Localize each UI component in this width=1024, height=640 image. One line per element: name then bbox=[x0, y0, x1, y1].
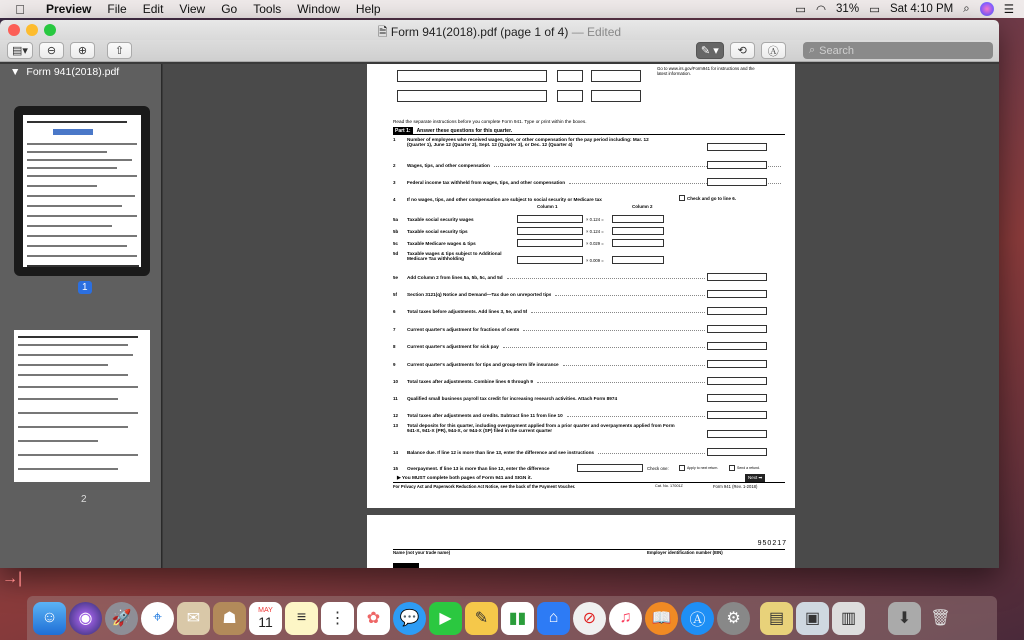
line-number: 5d bbox=[393, 251, 399, 256]
line-number: 3 bbox=[393, 180, 396, 185]
apply-next-checkbox[interactable] bbox=[679, 465, 685, 471]
page-1-label: 1 bbox=[78, 281, 92, 294]
part1-tag: Part 1: bbox=[395, 128, 411, 134]
battery-percent[interactable]: 31% bbox=[836, 3, 860, 15]
line-text: Current quarter's adjustment for sick pay bbox=[407, 344, 499, 349]
clock[interactable]: Sat 4:10 PM bbox=[889, 3, 954, 15]
notes-icon[interactable]: ≡ bbox=[285, 602, 318, 635]
books-icon[interactable]: 📖 bbox=[645, 602, 678, 635]
form-reference: Form 941 (Rev. 1-2018) bbox=[713, 484, 758, 489]
line-text: Section 3121(q) Notice and Demand—Tax due on unreported tips bbox=[407, 292, 552, 297]
menu-view[interactable]: View bbox=[179, 2, 206, 16]
line-text: Overpayment. If line 13 is more than line 12, enter the difference bbox=[407, 466, 550, 471]
music-icon[interactable]: ♫ bbox=[609, 602, 642, 635]
sidebar-document-header[interactable] bbox=[0, 64, 161, 80]
rotate-button[interactable]: ⟲ bbox=[730, 42, 755, 59]
stickies-icon[interactable]: ▤ bbox=[760, 602, 793, 635]
line-text: Taxable Medicare wages & tips bbox=[407, 241, 476, 246]
line-5c-col2[interactable] bbox=[612, 239, 664, 247]
line-number: 7 bbox=[393, 327, 396, 332]
line-text: Current quarter's adjustments for tips and group-term life insurance bbox=[407, 362, 559, 367]
line-5d-col2[interactable] bbox=[612, 256, 664, 264]
check-one-label: Check one: bbox=[647, 466, 669, 471]
line-text: Wages, tips, and other compensation bbox=[407, 163, 490, 168]
mult-5c: × 0.029 = bbox=[586, 241, 604, 246]
address-suite2-box[interactable] bbox=[591, 70, 641, 82]
line-number: 5b bbox=[393, 229, 399, 234]
menu-edit[interactable]: Edit bbox=[142, 2, 164, 16]
line-15-row bbox=[393, 464, 583, 473]
line-10-input[interactable] bbox=[707, 377, 767, 385]
line-5a-col1[interactable] bbox=[517, 215, 583, 223]
line-8-input[interactable] bbox=[707, 342, 767, 350]
line-text: Current quarter's adjustment for fractions of cents bbox=[407, 327, 520, 332]
line-number: 13 bbox=[393, 423, 399, 428]
markup-pen-button[interactable]: ✎ ▾ bbox=[696, 42, 724, 59]
line-5a-row bbox=[393, 215, 513, 224]
facetime-icon[interactable]: ▶ bbox=[429, 602, 462, 635]
line-number: 11 bbox=[393, 396, 398, 401]
search-field[interactable] bbox=[803, 42, 993, 59]
page-2-name-label: Name (not your trade name) bbox=[393, 550, 451, 555]
notification-center-icon[interactable]: ☰ bbox=[1003, 4, 1014, 16]
sidebar-document-name: Form 941(2018).pdf bbox=[26, 66, 120, 78]
line-number: 5a bbox=[393, 217, 399, 222]
line-5f-input[interactable] bbox=[707, 290, 767, 298]
downloads-stack-icon[interactable]: ⬇ bbox=[888, 602, 921, 635]
document-canvas[interactable] bbox=[163, 64, 999, 568]
keynote-icon[interactable]: ⌂ bbox=[537, 602, 570, 635]
address-zip-box[interactable] bbox=[591, 90, 641, 102]
line-text: If no wages, tips, and other compensation are subject to social security or Medicare tax bbox=[407, 197, 602, 202]
line-text: Total taxes after adjustments. Combine lines 6 through 9 bbox=[407, 379, 533, 384]
column-1-header: Column 1 bbox=[537, 204, 558, 209]
send-refund-label: Send a refund. bbox=[737, 466, 760, 470]
line-text: Number of employees who received wages, tips, or other compensation for the pay period including: Mar. 12 (Quarter 1), June 12 (Quarter 2), Sept. 12 (Quarter 3), or Dec. 12 (Quarter 4) bbox=[407, 137, 649, 147]
menu-window[interactable]: Window bbox=[297, 2, 340, 16]
line-text: Balance due. If line 12 is more than line 13, enter the difference and see instructions bbox=[407, 450, 595, 455]
line-5e-input[interactable] bbox=[707, 273, 767, 281]
page-2-code: 950217 bbox=[757, 540, 787, 547]
read-instructions: Read the separate instructions before you complete Form 941. Type or print within the boxes. bbox=[393, 119, 587, 124]
line-number: 9 bbox=[393, 362, 396, 367]
dock-divider bbox=[753, 602, 757, 635]
app-store-icon[interactable]: Ⓐ bbox=[681, 602, 714, 635]
mail-stamp-icon[interactable]: ✉ bbox=[177, 602, 210, 635]
dock bbox=[27, 596, 997, 640]
numbers-icon[interactable]: ▮▮ bbox=[501, 602, 534, 635]
pages-icon[interactable]: ✎ bbox=[465, 602, 498, 635]
zoom-out-button[interactable]: ⊖ bbox=[39, 42, 64, 59]
line-number: 12 bbox=[393, 413, 399, 418]
page-2-label: 2 bbox=[81, 494, 87, 505]
page-2-black-box bbox=[393, 563, 419, 568]
messages-icon[interactable]: 💬 bbox=[393, 602, 426, 635]
privacy-notice: For Privacy Act and Paperwork Reduction Act Notice, see the back of the Payment Voucher. bbox=[393, 484, 576, 489]
mult-5b: × 0.124 = bbox=[586, 229, 604, 234]
line-text: Add Column 2 from lines 5a, 5b, 5c, and 5d bbox=[407, 275, 503, 280]
share-button[interactable]: ⇧ bbox=[107, 42, 132, 59]
line-3-input[interactable] bbox=[707, 178, 767, 186]
preview-app-icon[interactable]: ▣ bbox=[796, 602, 829, 635]
line-5c-col1[interactable] bbox=[517, 239, 583, 247]
check-go-label: Check and go to line 6. bbox=[687, 196, 737, 201]
line-1-input[interactable] bbox=[707, 143, 767, 151]
line-number: 14 bbox=[393, 450, 399, 455]
line-12-input[interactable] bbox=[707, 411, 767, 419]
markup-toolbar-button[interactable]: Ⓐ bbox=[761, 42, 786, 59]
next-page-button[interactable]: Next ➡ bbox=[745, 474, 765, 482]
zoom-in-button[interactable]: ⊕ bbox=[70, 42, 95, 59]
send-refund-checkbox[interactable] bbox=[729, 465, 735, 471]
cat-number: Cat. No. 17001Z bbox=[655, 484, 683, 488]
line-text: Federal income tax withheld from wages, tips, and other compensation bbox=[407, 180, 566, 185]
page-1-thumbnail[interactable] bbox=[14, 106, 150, 276]
menu-tools[interactable]: Tools bbox=[253, 2, 282, 16]
contacts-icon[interactable]: ☗ bbox=[213, 602, 246, 635]
line-7-input[interactable] bbox=[707, 325, 767, 333]
calendar-day: 11 bbox=[258, 613, 273, 630]
address-street-box[interactable] bbox=[397, 70, 547, 82]
address-city-box[interactable] bbox=[397, 90, 547, 102]
line-number: 10 bbox=[393, 379, 399, 384]
menu-file[interactable]: File bbox=[107, 2, 127, 16]
go-to-instructions: Go to www.irs.gov/Form941 for instructions and the latest information. bbox=[657, 66, 755, 76]
line-9-input[interactable] bbox=[707, 360, 767, 368]
collapse-sidebar-icon[interactable]: →| bbox=[2, 570, 23, 587]
form-page-1 bbox=[367, 64, 795, 508]
battery-icon[interactable]: ▭ bbox=[869, 4, 880, 16]
siri-icon[interactable] bbox=[980, 2, 994, 16]
form-page-2 bbox=[367, 515, 795, 568]
siri-app-icon[interactable]: ◉ bbox=[69, 602, 102, 635]
safari-icon[interactable]: ⌖ bbox=[141, 602, 174, 635]
finder-icon[interactable]: ☺ bbox=[33, 602, 66, 635]
search-icon: ⌕ bbox=[809, 44, 816, 56]
window-title bbox=[0, 23, 999, 44]
line-2-input[interactable] bbox=[707, 161, 767, 169]
line-number: 5e bbox=[393, 275, 399, 280]
line-text: Total taxes before adjustments. Add lines 3, 5e, and 5f bbox=[407, 309, 528, 314]
line-5b-col1[interactable] bbox=[517, 227, 583, 235]
system-preferences-icon[interactable]: ⚙ bbox=[717, 602, 750, 635]
line-text: Taxable social security tips bbox=[407, 229, 468, 234]
wifi-icon[interactable]: ◠ bbox=[815, 4, 827, 16]
line-5b-row bbox=[393, 227, 513, 236]
mult-5d: × 0.009 = bbox=[586, 258, 604, 263]
menu-preview[interactable]: Preview bbox=[46, 2, 92, 16]
must-complete-notice: ▶ You MUST complete both pages of Form 941 and SIGN it. bbox=[397, 476, 532, 481]
page-2-thumbnail[interactable] bbox=[14, 330, 150, 482]
line-text: Total taxes after adjustments and credits. Subtract line 11 from line 10 bbox=[407, 413, 563, 418]
launchpad-icon[interactable]: 🚀 bbox=[105, 602, 138, 635]
line-5b-col2[interactable] bbox=[612, 227, 664, 235]
menu-go[interactable]: Go bbox=[221, 2, 238, 16]
airplay-icon[interactable]: ▭ bbox=[795, 4, 806, 16]
apply-next-label: Apply to next return. bbox=[687, 466, 719, 470]
line-5d-col1[interactable] bbox=[517, 256, 583, 264]
menu-bar bbox=[0, 0, 1024, 18]
page-2-ein-label: Employer identification number (EIN) bbox=[647, 550, 723, 555]
line-number: 4 bbox=[393, 197, 396, 202]
trash-icon[interactable]: 🗑 bbox=[930, 610, 951, 627]
line-15-input[interactable] bbox=[577, 464, 643, 472]
menu-help[interactable]: Help bbox=[355, 2, 381, 16]
calendar-icon[interactable] bbox=[249, 602, 282, 635]
line-number: 5c bbox=[393, 241, 399, 246]
part1-title: Answer these questions for this quarter. bbox=[416, 128, 513, 134]
address-state-box[interactable] bbox=[557, 90, 583, 102]
line-11-input[interactable] bbox=[707, 394, 767, 402]
line-number: 5f bbox=[393, 292, 398, 297]
line-text: Taxable social security wages bbox=[407, 217, 474, 222]
mult-5a: × 0.124 = bbox=[586, 217, 604, 222]
search-placeholder: Search bbox=[819, 44, 855, 57]
thumbnail-sidebar bbox=[0, 64, 162, 568]
document-stack-icon[interactable]: ▥ bbox=[832, 602, 865, 635]
line-text: Qualified small business payroll tax credit for increasing research activities. Attach Form 8974 bbox=[407, 396, 618, 401]
column-2-header: Column 2 bbox=[632, 204, 653, 209]
line-number: 15 bbox=[393, 466, 399, 471]
title-bar bbox=[0, 20, 999, 40]
line-6-input[interactable] bbox=[707, 307, 767, 315]
window-title-text: Form 941(2018).pdf (page 1 of 4) bbox=[390, 25, 569, 39]
document-icon: 🗎 bbox=[377, 25, 388, 39]
line-text: Total deposits for this quarter, including overpayment applied from a prior quarter and overpayments applied from Form 941-X, 941-X (PR), 944-X, or 944-X (SP) filed in the current quarter bbox=[407, 423, 675, 433]
apple-menu-icon[interactable] bbox=[12, 2, 28, 17]
line-number: 8 bbox=[393, 344, 396, 349]
news-blocked-icon[interactable]: ⊘ bbox=[573, 602, 606, 635]
line-number: 2 bbox=[393, 163, 396, 168]
sidebar-view-button[interactable]: ▤▾ bbox=[7, 42, 33, 59]
line-5c-row bbox=[393, 239, 513, 248]
preview-window bbox=[0, 20, 999, 568]
line-13-input[interactable] bbox=[707, 430, 767, 438]
line-4-checkbox[interactable] bbox=[679, 195, 685, 201]
line-5a-col2[interactable] bbox=[612, 215, 664, 223]
calendar-month: MAY bbox=[258, 606, 273, 614]
line-number: 1 bbox=[393, 137, 396, 142]
photos-icon[interactable]: ✿ bbox=[357, 602, 390, 635]
line-14-input[interactable] bbox=[707, 448, 767, 456]
address-suite-box[interactable] bbox=[557, 70, 583, 82]
line-5d-row bbox=[393, 251, 517, 265]
spotlight-icon[interactable]: ⌕ bbox=[963, 2, 970, 15]
reminders-icon[interactable]: ⋮ bbox=[321, 602, 354, 635]
edited-label: — Edited bbox=[571, 25, 622, 39]
disclosure-triangle-icon[interactable]: ▼ bbox=[10, 66, 21, 78]
line-text: Taxable wages & tips subject to Additional Medicare Tax withholding bbox=[407, 251, 502, 261]
line-number: 6 bbox=[393, 309, 396, 314]
